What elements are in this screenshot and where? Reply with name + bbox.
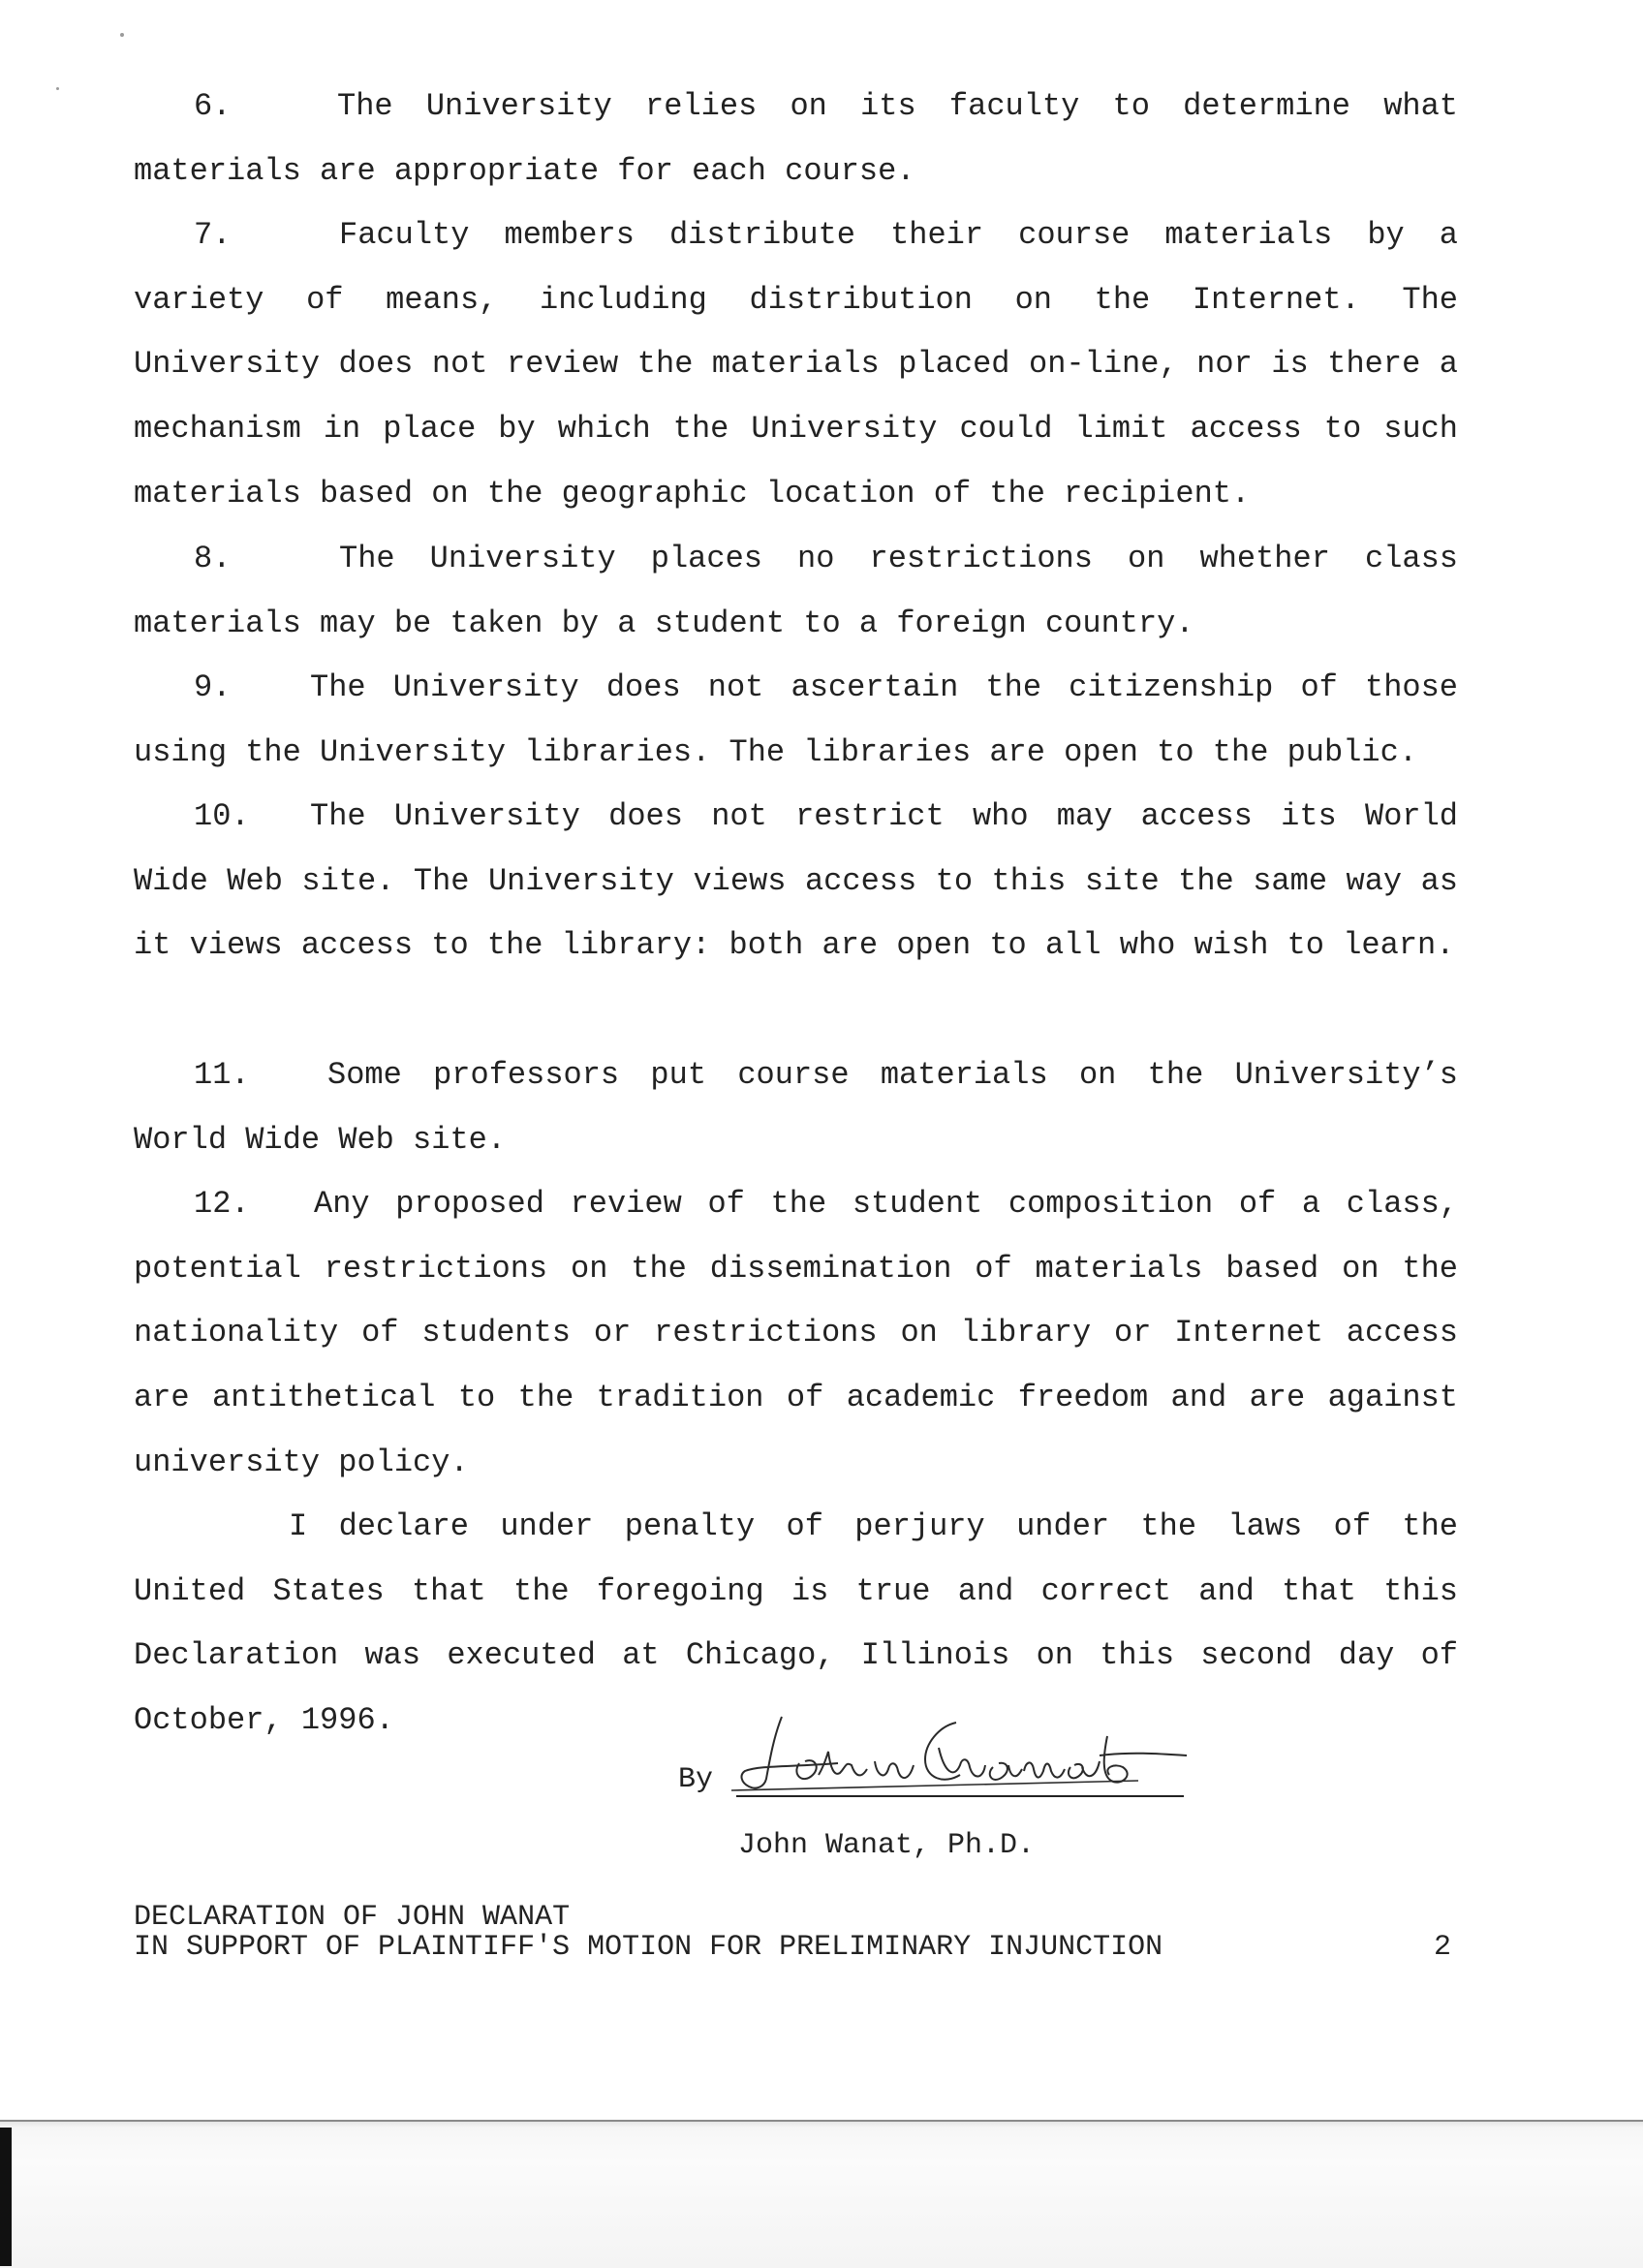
paragraph-8 <box>134 527 1458 656</box>
paragraph-text: Faculty members distribute their course materials by a variety of means, including distribution on the Internet. The University does not review the materials placed on-line, nor is there a mechanism in place by which the University could limit access to such materials based on the geographic location of the recipient. <box>134 217 1458 512</box>
paragraph-6 <box>134 75 1458 203</box>
paragraph-number: 8. <box>194 541 232 576</box>
paragraph-number: 9. <box>194 669 232 705</box>
page-number: 2 <box>1434 1931 1452 1964</box>
paragraph-number: 6. <box>194 88 232 124</box>
paragraph-11 <box>134 1043 1458 1172</box>
by-label: By <box>678 1763 714 1796</box>
paragraph-10 <box>134 785 1458 979</box>
paragraph-text: The University does not restrict who may access its World Wide Web site. The University views access to this site the same way as it views access to the library: both are open to all who wish to learn. <box>134 798 1458 964</box>
paragraph-text: The University places no restrictions on whether class materials may be taken by a student to a foreign country. <box>134 541 1458 641</box>
paragraph-7 <box>134 203 1458 527</box>
paragraph-12 <box>134 1172 1458 1496</box>
scan-speck <box>120 33 124 37</box>
scan-bottom-edge <box>0 2120 1643 2268</box>
paragraph-text: The University does not ascertain the citizenship of those using the University libraries. The libraries are open to the public. <box>134 669 1458 770</box>
footer-title-line-1: DECLARATION OF JOHN WANAT <box>134 1901 571 1934</box>
paragraph-number: 12. <box>194 1186 250 1222</box>
paragraph-number: 10. <box>194 798 250 834</box>
paragraph-text: Any proposed review of the student composition of a class, potential restrictions on the dissemination of materials based on the nationality of students or restrictions on library or Internet access are antithetical to the tradition of academic freedom and are against university policy. <box>134 1186 1458 1480</box>
handwritten-signature <box>731 1697 1216 1804</box>
signer-name: John Wanat, Ph.D. <box>738 1829 1036 1862</box>
scan-speck <box>56 87 59 90</box>
paragraph-number: 7. <box>194 217 232 253</box>
paragraph-number: 11. <box>194 1057 250 1093</box>
scan-left-edge <box>0 2128 12 2266</box>
declaration-paragraph: I declare under penalty of perjury under the laws of the United States that the foregoing is true and correct and that this Declaration was executed at Chicago, Illinois on this second day of October, 1996. <box>134 1508 1458 1739</box>
signature-line <box>736 1795 1184 1797</box>
footer-title-line-2: IN SUPPORT OF PLAINTIFF'S MOTION FOR PRELIMINARY INJUNCTION <box>134 1931 1163 1964</box>
paragraph-text: Some professors put course materials on the University’s World Wide Web site. <box>134 1057 1458 1158</box>
paragraph-text: The University relies on its faculty to determine what materials are appropriate for each course. <box>134 88 1458 189</box>
paragraph-9 <box>134 656 1458 785</box>
